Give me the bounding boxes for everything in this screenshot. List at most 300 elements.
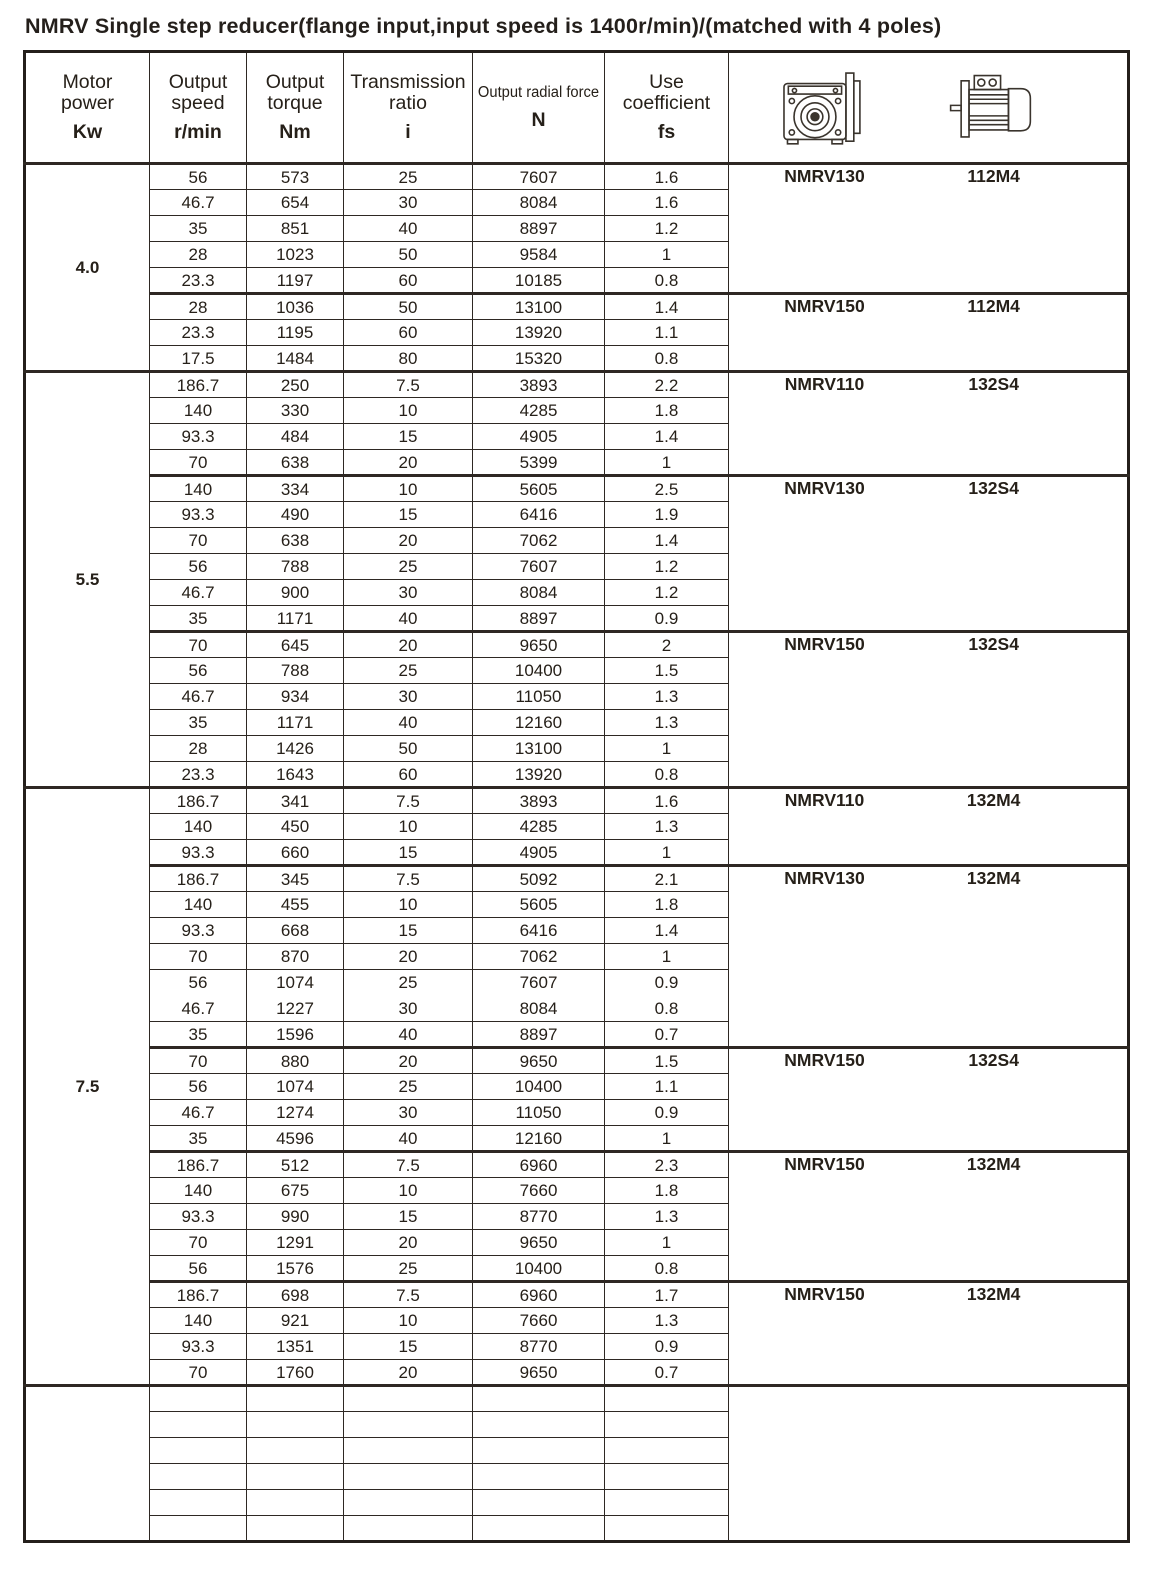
column-header-unit: N bbox=[531, 108, 546, 131]
output-speed-cell: 56 bbox=[150, 554, 247, 580]
reducer-model-label: NMRV150 bbox=[784, 1284, 865, 1304]
transmission-ratio-cell: 7.5 bbox=[344, 372, 473, 398]
transmission-ratio-cell bbox=[344, 1464, 473, 1490]
column-header-transmission-ratio bbox=[344, 52, 473, 164]
radial-force-cell: 10185 bbox=[473, 268, 605, 294]
output-torque-cell: 250 bbox=[247, 372, 344, 398]
worm-gear-reducer-icon bbox=[729, 66, 920, 150]
transmission-ratio-cell bbox=[344, 1490, 473, 1516]
transmission-ratio-cell: 30 bbox=[344, 684, 473, 710]
motor-model-label: 132M4 bbox=[966, 1154, 1021, 1174]
use-coefficient-cell: 0.9 bbox=[605, 1100, 729, 1126]
output-speed-cell: 46.7 bbox=[150, 190, 247, 216]
radial-force-cell: 13920 bbox=[473, 762, 605, 788]
radial-force-cell: 6416 bbox=[473, 918, 605, 944]
output-speed-cell: 35 bbox=[150, 710, 247, 736]
output-speed-cell: 35 bbox=[150, 606, 247, 632]
use-coefficient-cell: 1.2 bbox=[605, 216, 729, 242]
output-torque-cell: 921 bbox=[247, 1308, 344, 1334]
transmission-ratio-cell: 20 bbox=[344, 450, 473, 476]
output-torque-cell bbox=[247, 1438, 344, 1464]
transmission-ratio-cell: 20 bbox=[344, 1048, 473, 1074]
use-coefficient-cell: 1.4 bbox=[605, 918, 729, 944]
radial-force-cell: 9584 bbox=[473, 242, 605, 268]
output-speed-cell: 28 bbox=[150, 242, 247, 268]
output-torque-cell: 484 bbox=[247, 424, 344, 450]
table-row bbox=[25, 1282, 1129, 1308]
reducer-model-label: NMRV110 bbox=[784, 790, 865, 810]
transmission-ratio-cell: 25 bbox=[344, 554, 473, 580]
output-speed-cell: 70 bbox=[150, 1230, 247, 1256]
model-cell bbox=[729, 1152, 1129, 1282]
column-header-output-speed bbox=[150, 52, 247, 164]
output-speed-cell bbox=[150, 1516, 247, 1542]
output-speed-cell: 70 bbox=[150, 632, 247, 658]
output-torque-cell: 1596 bbox=[247, 1022, 344, 1048]
table-row bbox=[25, 164, 1129, 190]
output-speed-cell: 140 bbox=[150, 892, 247, 918]
use-coefficient-cell: 0.8 bbox=[605, 346, 729, 372]
radial-force-cell bbox=[473, 1412, 605, 1438]
output-speed-cell: 93.3 bbox=[150, 424, 247, 450]
output-speed-cell: 46.7 bbox=[150, 996, 247, 1022]
radial-force-cell: 4905 bbox=[473, 840, 605, 866]
motor-power-cell: 5.5 bbox=[25, 372, 150, 788]
output-torque-cell: 638 bbox=[247, 528, 344, 554]
radial-force-cell: 12160 bbox=[473, 710, 605, 736]
radial-force-cell: 9650 bbox=[473, 1360, 605, 1386]
column-header-label: Output radial force bbox=[477, 83, 600, 101]
transmission-ratio-cell bbox=[344, 1386, 473, 1412]
reducer-model-label: NMRV150 bbox=[784, 1050, 865, 1070]
model-cell bbox=[729, 866, 1129, 1048]
transmission-ratio-cell: 25 bbox=[344, 164, 473, 190]
output-speed-cell: 140 bbox=[150, 814, 247, 840]
motor-model-label: 132M4 bbox=[966, 1284, 1021, 1304]
output-torque-cell: 1576 bbox=[247, 1256, 344, 1282]
table-row bbox=[25, 1048, 1129, 1074]
radial-force-cell: 12160 bbox=[473, 1126, 605, 1152]
use-coefficient-cell: 1 bbox=[605, 1230, 729, 1256]
use-coefficient-cell: 0.9 bbox=[605, 970, 729, 996]
output-torque-cell: 455 bbox=[247, 892, 344, 918]
radial-force-cell: 10400 bbox=[473, 658, 605, 684]
radial-force-cell: 8897 bbox=[473, 1022, 605, 1048]
use-coefficient-cell: 1 bbox=[605, 1126, 729, 1152]
output-speed-cell: 70 bbox=[150, 1360, 247, 1386]
output-speed-cell: 17.5 bbox=[150, 346, 247, 372]
output-torque-cell bbox=[247, 1464, 344, 1490]
use-coefficient-cell: 1.6 bbox=[605, 190, 729, 216]
column-header-label: Motor power bbox=[60, 71, 115, 115]
output-torque-cell: 668 bbox=[247, 918, 344, 944]
transmission-ratio-cell bbox=[344, 1438, 473, 1464]
radial-force-cell: 7660 bbox=[473, 1178, 605, 1204]
radial-force-cell: 6960 bbox=[473, 1152, 605, 1178]
transmission-ratio-cell: 60 bbox=[344, 320, 473, 346]
use-coefficient-cell: 0.8 bbox=[605, 996, 729, 1022]
reducer-model-label: NMRV150 bbox=[784, 634, 865, 654]
transmission-ratio-cell: 30 bbox=[344, 190, 473, 216]
table-row bbox=[25, 372, 1129, 398]
table-row bbox=[25, 1152, 1129, 1178]
radial-force-cell bbox=[473, 1516, 605, 1542]
output-speed-cell: 56 bbox=[150, 970, 247, 996]
column-header-motor-power bbox=[25, 52, 150, 164]
use-coefficient-cell: 1.3 bbox=[605, 814, 729, 840]
output-torque-cell: 1760 bbox=[247, 1360, 344, 1386]
model-cell bbox=[729, 1282, 1129, 1386]
column-header-unit: fs bbox=[657, 121, 676, 144]
transmission-ratio-cell: 20 bbox=[344, 1360, 473, 1386]
output-torque-cell bbox=[247, 1490, 344, 1516]
transmission-ratio-cell: 10 bbox=[344, 892, 473, 918]
output-speed-cell: 93.3 bbox=[150, 1334, 247, 1360]
radial-force-cell: 13100 bbox=[473, 294, 605, 320]
motor-power-cell bbox=[25, 1386, 150, 1542]
output-torque-cell: 450 bbox=[247, 814, 344, 840]
radial-force-cell bbox=[473, 1386, 605, 1412]
transmission-ratio-cell: 80 bbox=[344, 346, 473, 372]
use-coefficient-cell bbox=[605, 1490, 729, 1516]
transmission-ratio-cell: 15 bbox=[344, 1204, 473, 1230]
use-coefficient-cell: 1.6 bbox=[605, 788, 729, 814]
output-speed-cell bbox=[150, 1490, 247, 1516]
output-torque-cell bbox=[247, 1412, 344, 1438]
output-speed-cell bbox=[150, 1464, 247, 1490]
output-torque-cell: 334 bbox=[247, 476, 344, 502]
transmission-ratio-cell: 7.5 bbox=[344, 866, 473, 892]
use-coefficient-cell: 1.3 bbox=[605, 1204, 729, 1230]
output-torque-cell: 645 bbox=[247, 632, 344, 658]
transmission-ratio-cell: 40 bbox=[344, 710, 473, 736]
output-speed-cell: 46.7 bbox=[150, 1100, 247, 1126]
output-torque-cell bbox=[247, 1386, 344, 1412]
radial-force-cell: 8770 bbox=[473, 1334, 605, 1360]
transmission-ratio-cell: 60 bbox=[344, 268, 473, 294]
use-coefficient-cell: 1 bbox=[605, 944, 729, 970]
radial-force-cell: 13920 bbox=[473, 320, 605, 346]
reducer-model-label: NMRV130 bbox=[784, 166, 865, 186]
output-speed-cell: 70 bbox=[150, 944, 247, 970]
use-coefficient-cell: 0.9 bbox=[605, 1334, 729, 1360]
model-cell bbox=[729, 164, 1129, 294]
output-speed-cell: 23.3 bbox=[150, 268, 247, 294]
radial-force-cell: 8084 bbox=[473, 580, 605, 606]
use-coefficient-cell bbox=[605, 1412, 729, 1438]
use-coefficient-cell: 1.4 bbox=[605, 294, 729, 320]
transmission-ratio-cell: 40 bbox=[344, 1126, 473, 1152]
radial-force-cell: 5399 bbox=[473, 450, 605, 476]
radial-force-cell: 7660 bbox=[473, 1308, 605, 1334]
transmission-ratio-cell: 7.5 bbox=[344, 1282, 473, 1308]
transmission-ratio-cell: 15 bbox=[344, 840, 473, 866]
use-coefficient-cell: 1 bbox=[605, 450, 729, 476]
output-torque-cell: 1291 bbox=[247, 1230, 344, 1256]
transmission-ratio-cell: 20 bbox=[344, 1230, 473, 1256]
transmission-ratio-cell: 15 bbox=[344, 918, 473, 944]
output-torque-cell: 934 bbox=[247, 684, 344, 710]
output-torque-cell: 1195 bbox=[247, 320, 344, 346]
use-coefficient-cell: 1.2 bbox=[605, 580, 729, 606]
transmission-ratio-cell: 60 bbox=[344, 762, 473, 788]
output-torque-cell: 660 bbox=[247, 840, 344, 866]
reducer-model-label: NMRV150 bbox=[784, 296, 865, 316]
use-coefficient-cell: 2 bbox=[605, 632, 729, 658]
output-torque-cell: 341 bbox=[247, 788, 344, 814]
motor-model-label: 132S4 bbox=[968, 634, 1019, 654]
radial-force-cell: 10400 bbox=[473, 1256, 605, 1282]
model-cell bbox=[729, 632, 1129, 788]
use-coefficient-cell bbox=[605, 1438, 729, 1464]
table-row bbox=[25, 632, 1129, 658]
page-title: NMRV Single step reducer(flange input,input speed is 1400r/min)/(matched with 4 poles) bbox=[25, 14, 942, 38]
output-torque-cell: 1171 bbox=[247, 710, 344, 736]
output-torque-cell: 4596 bbox=[247, 1126, 344, 1152]
radial-force-cell: 7062 bbox=[473, 944, 605, 970]
radial-force-cell: 8770 bbox=[473, 1204, 605, 1230]
use-coefficient-cell: 1.4 bbox=[605, 528, 729, 554]
transmission-ratio-cell: 50 bbox=[344, 294, 473, 320]
output-speed-cell: 35 bbox=[150, 216, 247, 242]
use-coefficient-cell: 1.6 bbox=[605, 164, 729, 190]
transmission-ratio-cell: 15 bbox=[344, 1334, 473, 1360]
column-header-label: Transmission ratio bbox=[350, 71, 466, 115]
column-header-output-torque bbox=[247, 52, 344, 164]
use-coefficient-cell: 1.1 bbox=[605, 1074, 729, 1100]
transmission-ratio-cell: 20 bbox=[344, 528, 473, 554]
output-torque-cell: 788 bbox=[247, 554, 344, 580]
transmission-ratio-cell bbox=[344, 1412, 473, 1438]
model-cell bbox=[729, 1386, 1129, 1542]
output-torque-cell: 1351 bbox=[247, 1334, 344, 1360]
output-speed-cell: 186.7 bbox=[150, 866, 247, 892]
radial-force-cell: 4285 bbox=[473, 398, 605, 424]
column-header-label: Output speed bbox=[168, 71, 228, 115]
use-coefficient-cell: 2.3 bbox=[605, 1152, 729, 1178]
motor-model-label: 132S4 bbox=[968, 1050, 1019, 1070]
output-speed-cell: 23.3 bbox=[150, 762, 247, 788]
use-coefficient-cell: 1.8 bbox=[605, 1178, 729, 1204]
output-torque-cell: 1227 bbox=[247, 996, 344, 1022]
output-speed-cell bbox=[150, 1438, 247, 1464]
output-torque-cell: 1074 bbox=[247, 970, 344, 996]
radial-force-cell bbox=[473, 1490, 605, 1516]
output-speed-cell: 186.7 bbox=[150, 1152, 247, 1178]
output-speed-cell: 23.3 bbox=[150, 320, 247, 346]
output-torque-cell: 675 bbox=[247, 1178, 344, 1204]
output-speed-cell: 46.7 bbox=[150, 684, 247, 710]
output-torque-cell: 1036 bbox=[247, 294, 344, 320]
transmission-ratio-cell: 10 bbox=[344, 814, 473, 840]
model-cell bbox=[729, 476, 1129, 632]
reducer-model-label: NMRV110 bbox=[784, 374, 865, 394]
output-speed-cell: 56 bbox=[150, 1074, 247, 1100]
use-coefficient-cell: 1.2 bbox=[605, 554, 729, 580]
model-cell bbox=[729, 788, 1129, 866]
output-speed-cell: 140 bbox=[150, 476, 247, 502]
output-torque-cell: 1484 bbox=[247, 346, 344, 372]
use-coefficient-cell: 1.5 bbox=[605, 658, 729, 684]
output-torque-cell: 788 bbox=[247, 658, 344, 684]
radial-force-cell: 5092 bbox=[473, 866, 605, 892]
output-speed-cell: 93.3 bbox=[150, 840, 247, 866]
use-coefficient-cell bbox=[605, 1464, 729, 1490]
transmission-ratio-cell: 15 bbox=[344, 502, 473, 528]
radial-force-cell: 4905 bbox=[473, 424, 605, 450]
use-coefficient-cell: 0.8 bbox=[605, 268, 729, 294]
use-coefficient-cell: 1.1 bbox=[605, 320, 729, 346]
use-coefficient-cell: 0.8 bbox=[605, 762, 729, 788]
output-torque-cell: 638 bbox=[247, 450, 344, 476]
output-torque-cell: 1426 bbox=[247, 736, 344, 762]
reducer-model-label: NMRV130 bbox=[784, 478, 865, 498]
output-torque-cell: 880 bbox=[247, 1048, 344, 1074]
output-torque-cell: 330 bbox=[247, 398, 344, 424]
use-coefficient-cell: 1.4 bbox=[605, 424, 729, 450]
output-speed-cell: 186.7 bbox=[150, 788, 247, 814]
reducer-spec-table bbox=[23, 50, 1130, 1543]
use-coefficient-cell: 1 bbox=[605, 242, 729, 268]
model-cell bbox=[729, 372, 1129, 476]
use-coefficient-cell: 2.5 bbox=[605, 476, 729, 502]
use-coefficient-cell: 1.7 bbox=[605, 1282, 729, 1308]
output-speed-cell: 70 bbox=[150, 1048, 247, 1074]
output-speed-cell: 56 bbox=[150, 164, 247, 190]
table-row bbox=[25, 788, 1129, 814]
transmission-ratio-cell: 50 bbox=[344, 736, 473, 762]
radial-force-cell: 15320 bbox=[473, 346, 605, 372]
transmission-ratio-cell: 25 bbox=[344, 658, 473, 684]
column-header-unit: r/min bbox=[174, 121, 222, 144]
table-row bbox=[25, 866, 1129, 892]
transmission-ratio-cell: 10 bbox=[344, 1178, 473, 1204]
output-speed-cell: 70 bbox=[150, 450, 247, 476]
output-torque-cell: 990 bbox=[247, 1204, 344, 1230]
reducer-model-label: NMRV150 bbox=[784, 1154, 865, 1174]
model-cell bbox=[729, 294, 1129, 372]
motor-model-label: 132M4 bbox=[966, 790, 1021, 810]
column-header-unit: Nm bbox=[279, 121, 311, 144]
use-coefficient-cell: 1 bbox=[605, 736, 729, 762]
transmission-ratio-cell: 15 bbox=[344, 424, 473, 450]
use-coefficient-cell: 1.9 bbox=[605, 502, 729, 528]
output-torque-cell bbox=[247, 1516, 344, 1542]
motor-model-label: 112M4 bbox=[967, 166, 1020, 186]
output-speed-cell: 140 bbox=[150, 1178, 247, 1204]
radial-force-cell: 7607 bbox=[473, 164, 605, 190]
use-coefficient-cell: 1.3 bbox=[605, 684, 729, 710]
output-torque-cell: 573 bbox=[247, 164, 344, 190]
use-coefficient-cell: 0.9 bbox=[605, 606, 729, 632]
table-row bbox=[25, 476, 1129, 502]
column-header-unit: Kw bbox=[72, 121, 103, 144]
radial-force-cell: 3893 bbox=[473, 372, 605, 398]
output-torque-cell: 490 bbox=[247, 502, 344, 528]
radial-force-cell: 8897 bbox=[473, 606, 605, 632]
transmission-ratio-cell: 20 bbox=[344, 632, 473, 658]
electric-motor-icon bbox=[920, 70, 1067, 146]
radial-force-cell: 10400 bbox=[473, 1074, 605, 1100]
use-coefficient-cell: 1.8 bbox=[605, 892, 729, 918]
transmission-ratio-cell: 50 bbox=[344, 242, 473, 268]
motor-model-label: 132S4 bbox=[968, 374, 1019, 394]
use-coefficient-cell: 1.3 bbox=[605, 710, 729, 736]
output-torque-cell: 1023 bbox=[247, 242, 344, 268]
output-torque-cell: 345 bbox=[247, 866, 344, 892]
radial-force-cell: 8084 bbox=[473, 190, 605, 216]
transmission-ratio-cell: 10 bbox=[344, 476, 473, 502]
radial-force-cell: 6416 bbox=[473, 502, 605, 528]
output-speed-cell: 70 bbox=[150, 528, 247, 554]
output-torque-cell: 654 bbox=[247, 190, 344, 216]
use-coefficient-cell: 1.5 bbox=[605, 1048, 729, 1074]
model-images-header bbox=[729, 52, 1129, 164]
output-torque-cell: 512 bbox=[247, 1152, 344, 1178]
radial-force-cell: 9650 bbox=[473, 632, 605, 658]
output-speed-cell: 46.7 bbox=[150, 580, 247, 606]
radial-force-cell: 4285 bbox=[473, 814, 605, 840]
output-torque-cell: 1074 bbox=[247, 1074, 344, 1100]
output-speed-cell: 28 bbox=[150, 294, 247, 320]
output-torque-cell: 900 bbox=[247, 580, 344, 606]
transmission-ratio-cell: 10 bbox=[344, 1308, 473, 1334]
transmission-ratio-cell: 30 bbox=[344, 580, 473, 606]
radial-force-cell bbox=[473, 1438, 605, 1464]
motor-power-cell: 7.5 bbox=[25, 788, 150, 1386]
header-row bbox=[25, 52, 1129, 164]
output-torque-cell: 1643 bbox=[247, 762, 344, 788]
output-speed-cell: 56 bbox=[150, 1256, 247, 1282]
radial-force-cell: 5605 bbox=[473, 476, 605, 502]
use-coefficient-cell bbox=[605, 1516, 729, 1542]
transmission-ratio-cell: 25 bbox=[344, 1074, 473, 1100]
column-header-unit: i bbox=[405, 121, 411, 144]
use-coefficient-cell: 2.1 bbox=[605, 866, 729, 892]
output-torque-cell: 1274 bbox=[247, 1100, 344, 1126]
transmission-ratio-cell: 30 bbox=[344, 1100, 473, 1126]
output-torque-cell: 1171 bbox=[247, 606, 344, 632]
output-speed-cell bbox=[150, 1386, 247, 1412]
transmission-ratio-cell: 20 bbox=[344, 944, 473, 970]
column-header-output-radial-force bbox=[473, 52, 605, 164]
motor-model-label: 132M4 bbox=[966, 868, 1021, 888]
table-row bbox=[25, 294, 1129, 320]
output-torque-cell: 851 bbox=[247, 216, 344, 242]
radial-force-cell: 7607 bbox=[473, 554, 605, 580]
output-speed-cell: 35 bbox=[150, 1022, 247, 1048]
radial-force-cell: 5605 bbox=[473, 892, 605, 918]
transmission-ratio-cell: 25 bbox=[344, 1256, 473, 1282]
output-speed-cell: 140 bbox=[150, 398, 247, 424]
use-coefficient-cell: 2.2 bbox=[605, 372, 729, 398]
transmission-ratio-cell: 40 bbox=[344, 216, 473, 242]
table-row bbox=[25, 1386, 1129, 1412]
radial-force-cell: 8084 bbox=[473, 996, 605, 1022]
radial-force-cell: 13100 bbox=[473, 736, 605, 762]
output-torque-cell: 1197 bbox=[247, 268, 344, 294]
radial-force-cell: 8897 bbox=[473, 216, 605, 242]
output-torque-cell: 870 bbox=[247, 944, 344, 970]
transmission-ratio-cell: 7.5 bbox=[344, 1152, 473, 1178]
output-torque-cell: 698 bbox=[247, 1282, 344, 1308]
radial-force-cell bbox=[473, 1464, 605, 1490]
use-coefficient-cell: 0.7 bbox=[605, 1360, 729, 1386]
output-speed-cell bbox=[150, 1412, 247, 1438]
transmission-ratio-cell bbox=[344, 1516, 473, 1542]
transmission-ratio-cell: 7.5 bbox=[344, 788, 473, 814]
use-coefficient-cell bbox=[605, 1386, 729, 1412]
